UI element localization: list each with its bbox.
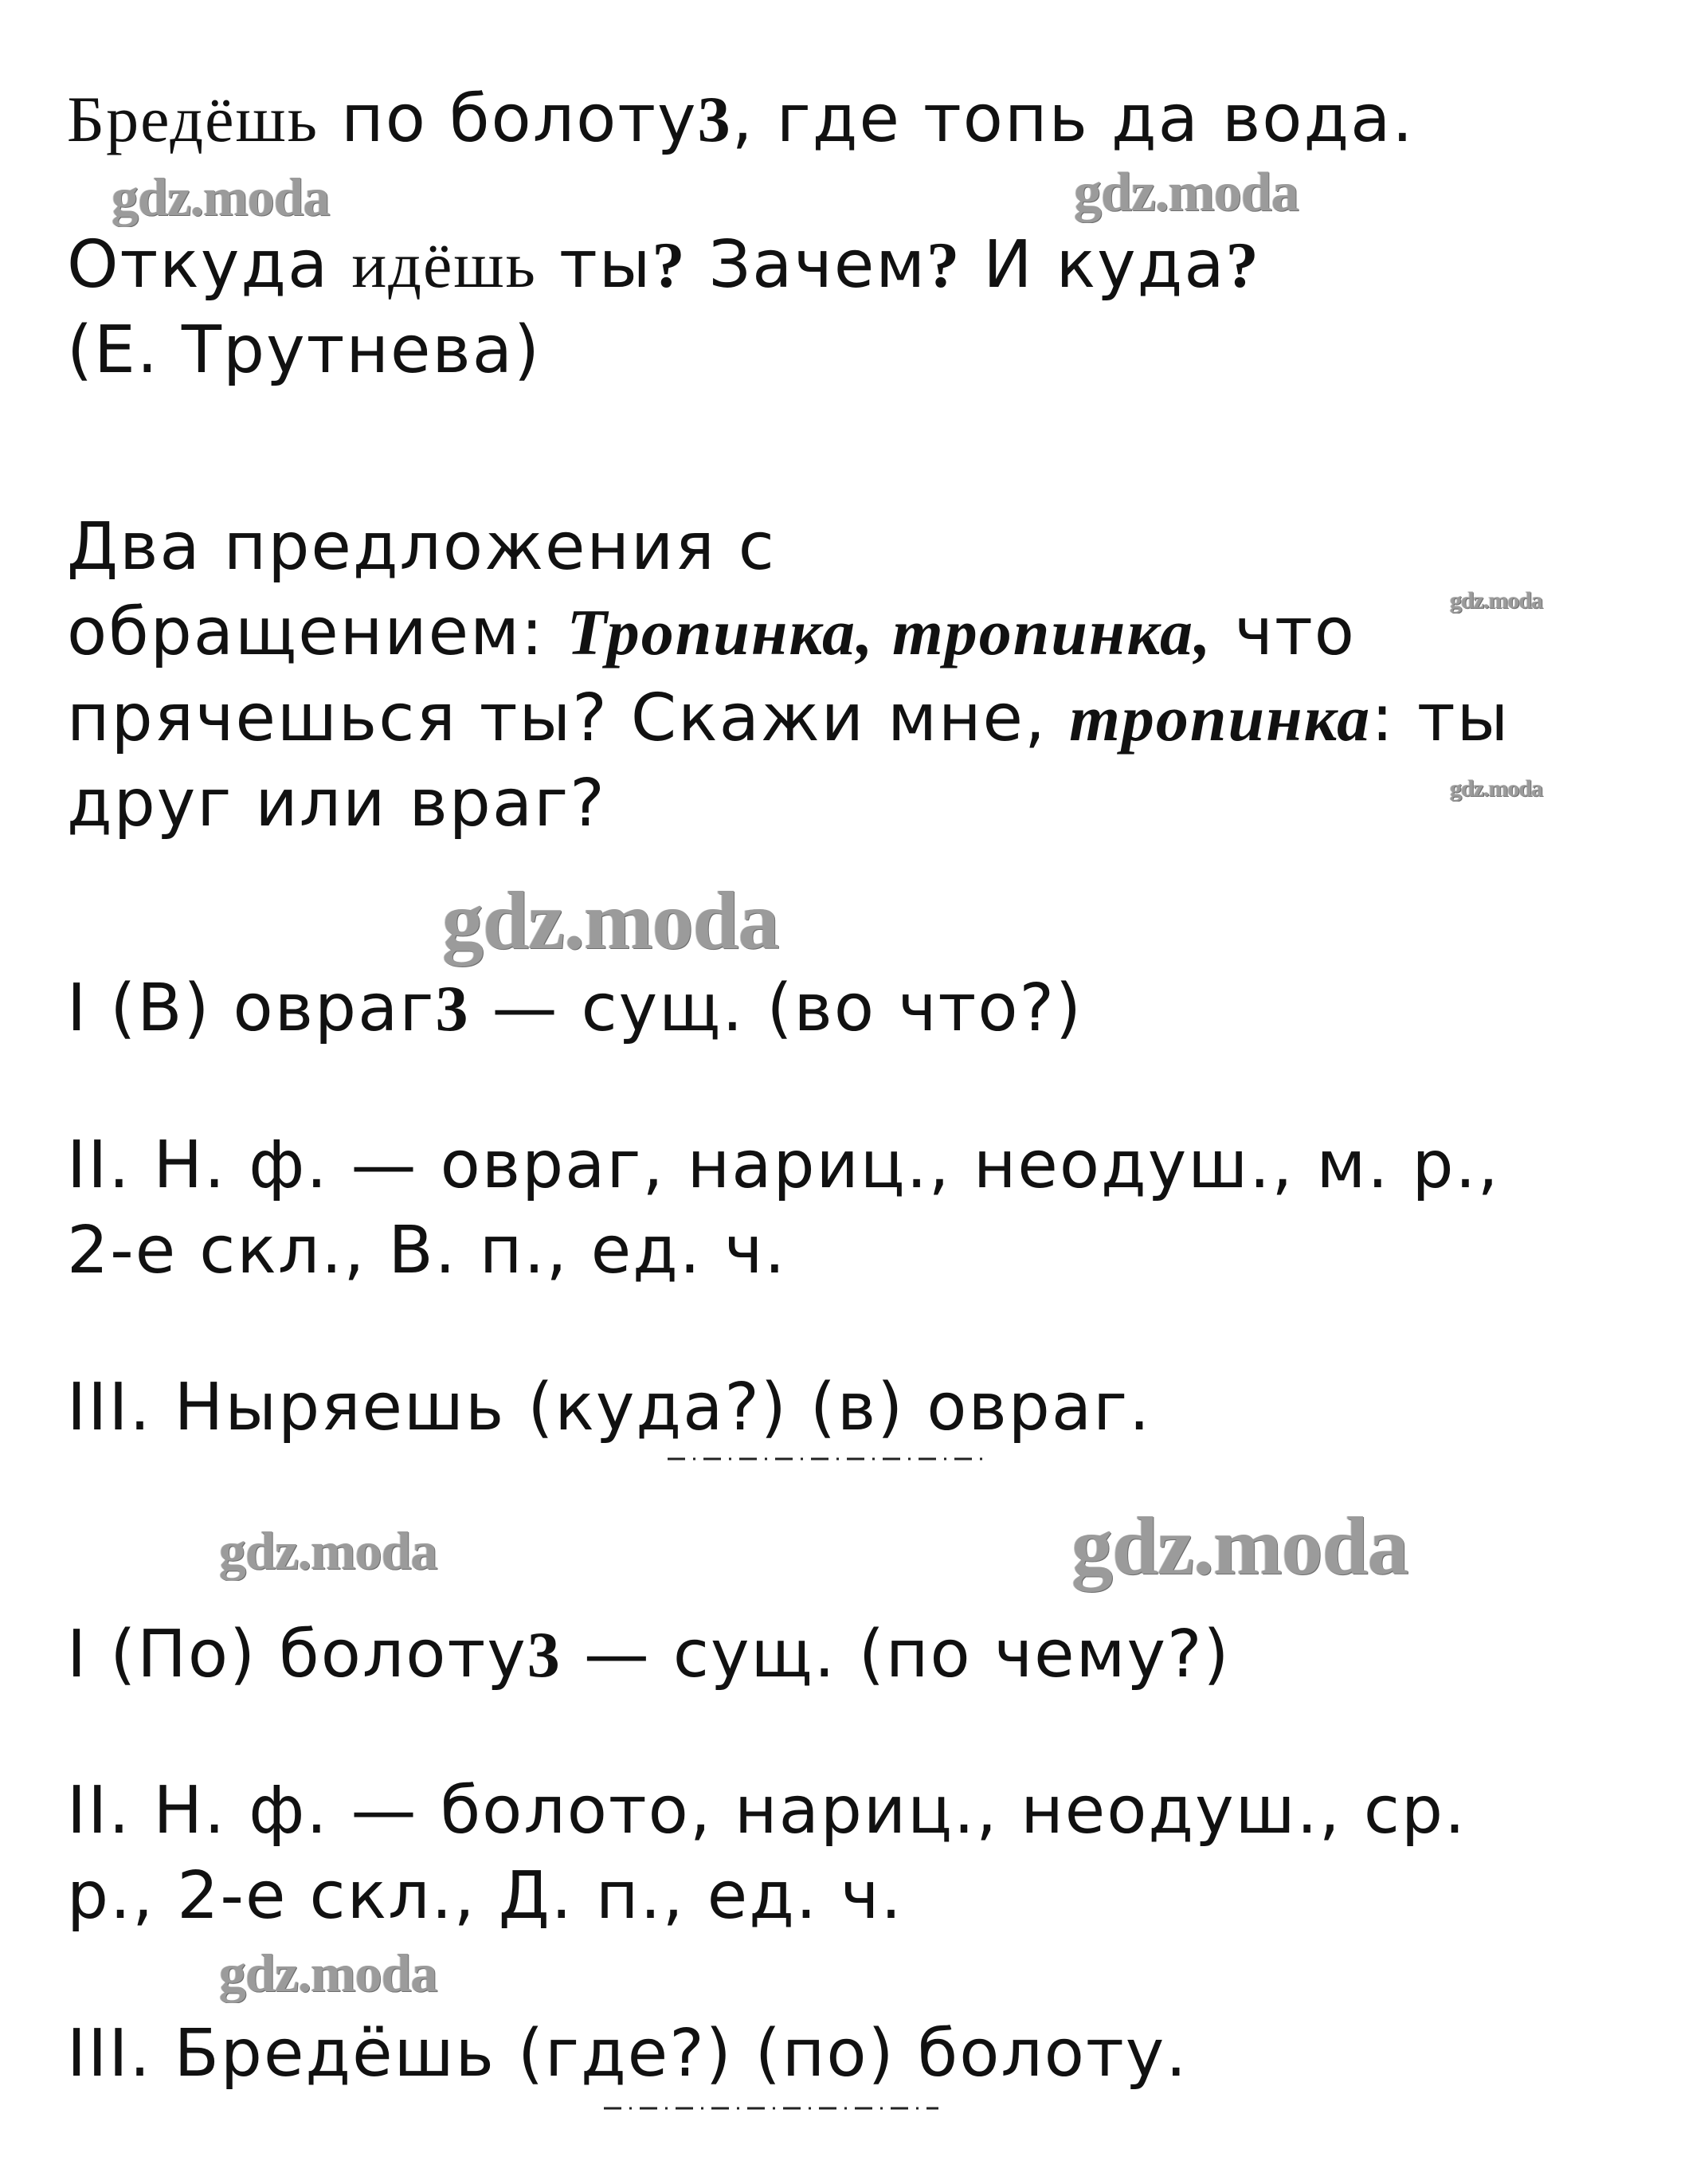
address-line-3 [67,679,1510,759]
address-highlight: Тропинка, тропинка, [566,596,1212,669]
watermark: gdz.moda [1450,775,1543,802]
parse2-step-i [67,1615,1231,1695]
verse-author: (Е. Трутнева) [67,312,541,388]
watermark: gdz.moda [219,1520,437,1581]
address-text: обращением: [67,594,567,670]
case-mark: 3 [697,83,732,155]
verse-text: ты [536,227,652,303]
parse1-step-i [67,969,1083,1049]
address-highlight: тропинка [1069,682,1372,755]
verse-line-1 [67,80,1414,159]
parse1-step-ii-line1: II. Н. ф. — овраг, нариц., неодуш., м. р., [67,1127,1500,1203]
case-mark: 3 [435,972,470,1045]
parse2-step-ii-line1: II. Н. ф. — болото, нариц., неодуш., ср. [67,1773,1467,1849]
parse2-underline [604,2102,938,2118]
verse-text: Зачем [686,227,927,303]
address-line-2 [67,593,1356,672]
parse1-step-iii: III. Ныряешь (куда?) (в) овраг. [67,1370,1152,1445]
watermark: gdz.moda [112,167,330,227]
parse-text: — сущ. (по чему?) [561,1617,1231,1692]
address-text: что [1212,594,1356,670]
question-mark: ? [652,229,687,301]
parse1-step-ii-line2: 2-е скл., В. п., ед. ч. [67,1213,787,1288]
address-line-1: Два предложения с [67,509,776,585]
verse-line-2 [67,225,1260,305]
parse2-step-iii: III. Бредёшь (где?) (по) болоту. [67,2016,1189,2092]
parse2-step-ii-line2: р., 2-е скл., Д. п., ед. ч. [67,1858,903,1934]
watermark: gdz.moda [219,1943,437,2003]
verse-text: , где топь да вода. [731,81,1415,157]
parse-text: — сущ. (во что?) [469,970,1083,1046]
parse-text: I (По) болоту [67,1617,527,1692]
address-line-4: друг или враг? [67,766,606,841]
verse-word-bredesh: Бредёшь [67,83,319,155]
verse-text: по болоту [319,81,698,157]
case-mark: 3 [527,1618,562,1691]
address-text: прячешься ты? Скажи мне, [67,680,1070,756]
question-mark: ? [1225,229,1260,301]
watermark: gdz.moda [1071,1500,1408,1592]
question-mark: ? [926,229,962,301]
watermark: gdz.moda [1074,162,1299,223]
watermark: gdz.moda [1450,587,1543,614]
parse1-underline [668,1453,986,1468]
verse-text: Откуда [67,227,352,303]
parse-text: I (В) овраг [67,970,436,1046]
watermark: gdz.moda [442,875,779,967]
address-text: : ты [1371,680,1510,756]
verse-word-idesh: идёшь [351,229,537,301]
verse-text: И куда [961,227,1226,303]
